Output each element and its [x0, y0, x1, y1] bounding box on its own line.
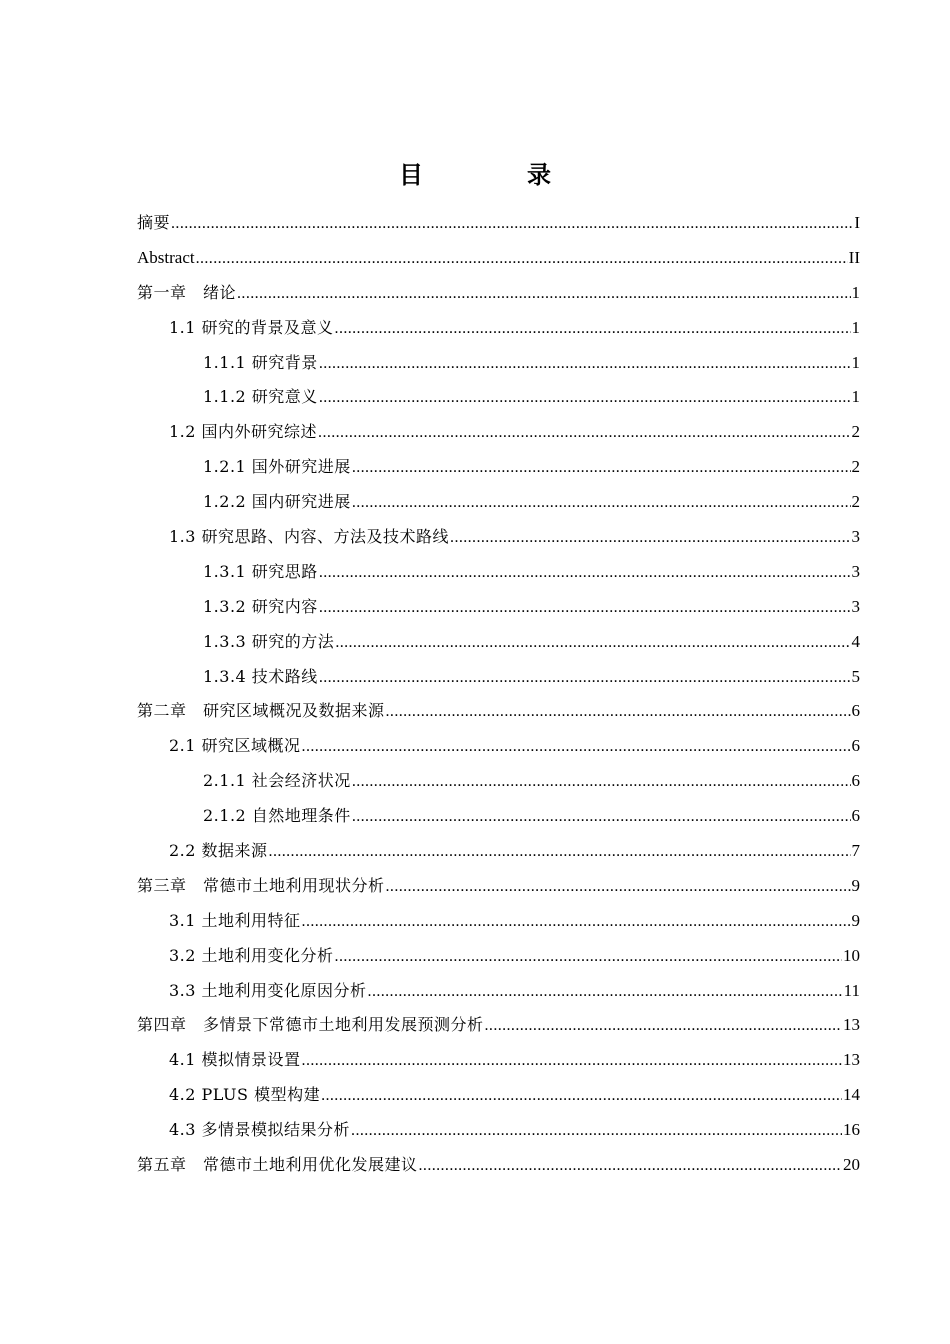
toc-entry-page: 6: [851, 736, 860, 756]
toc-entry[interactable]: [137, 415, 860, 450]
toc-entry-page: I: [854, 213, 860, 232]
toc-entry-label: 1.1.2 研究意义: [203, 387, 318, 407]
toc-entry[interactable]: [137, 694, 860, 729]
toc-entry-page: 9: [851, 875, 860, 895]
toc-entry-label: 1.1 研究的背景及意义: [169, 317, 334, 337]
toc-entry-page: 2: [851, 457, 860, 477]
toc-entry-label: 第二章 研究区域概况及数据来源: [137, 701, 385, 721]
toc-entry-label: 2.1.1 社会经济状况: [203, 771, 351, 791]
toc-entry-label: 摘要: [137, 213, 171, 232]
toc-leader: [319, 347, 851, 382]
toc-entry-label: 3.2 土地利用变化分析: [169, 945, 334, 965]
toc-entry[interactable]: [137, 660, 860, 695]
toc-leader: [485, 1009, 842, 1044]
toc-entry-page: 16: [843, 1120, 860, 1140]
toc-leader: [319, 661, 851, 696]
toc-entry[interactable]: [137, 590, 860, 625]
toc-entry[interactable]: [137, 1078, 860, 1113]
toc-entry-page: 10: [843, 945, 860, 965]
toc-entry-page: 14: [843, 1085, 860, 1105]
toc-entry-label: 3.1 土地利用特征: [169, 910, 301, 930]
toc-entry-label: 4.3 多情景模拟结果分析: [169, 1120, 351, 1140]
table-of-contents: [137, 206, 860, 1183]
toc-title: 目 录: [399, 161, 591, 189]
toc-leader: [368, 975, 843, 1010]
toc-leader: [319, 591, 851, 626]
toc-entry[interactable]: [137, 834, 860, 869]
toc-entry-label: 1.3 研究思路、内容、方法及技术路线: [169, 527, 450, 547]
toc-entry[interactable]: [137, 939, 860, 974]
toc-leader: [335, 626, 850, 661]
toc-entry-label: 3.3 土地利用变化原因分析: [169, 980, 367, 1000]
toc-entry[interactable]: [137, 1043, 860, 1078]
toc-entry-label: 第三章 常德市土地利用现状分析: [137, 875, 385, 895]
toc-leader: [171, 207, 853, 242]
toc-entry-page: 13: [843, 1050, 860, 1070]
toc-leader: [302, 1044, 842, 1079]
toc-entry[interactable]: [137, 625, 860, 660]
toc-leader: [319, 556, 851, 591]
toc-entry[interactable]: [137, 241, 860, 276]
toc-leader: [319, 381, 851, 416]
toc-leader: [386, 695, 851, 730]
toc-entry[interactable]: [137, 1113, 860, 1148]
toc-entry-label: 1.3.1 研究思路: [203, 561, 318, 581]
toc-leader: [335, 940, 842, 975]
toc-entry-label: 4.2 PLUS 模型构建: [169, 1085, 321, 1105]
toc-entry-label: 1.3.3 研究的方法: [203, 631, 335, 651]
toc-entry[interactable]: [137, 485, 860, 520]
toc-entry-label: 2.2 数据来源: [169, 841, 268, 861]
toc-entry-label: 1.2.1 国外研究进展: [203, 457, 351, 477]
toc-entry-page: 1: [851, 317, 860, 337]
toc-entry[interactable]: [137, 799, 860, 834]
toc-entry[interactable]: [137, 764, 860, 799]
toc-entry-page: 7: [851, 841, 860, 861]
toc-entry[interactable]: [137, 555, 860, 590]
toc-entry[interactable]: [137, 904, 860, 939]
toc-entry-page: 9: [851, 910, 860, 930]
toc-leader: [318, 416, 850, 451]
toc-entry[interactable]: [137, 206, 860, 241]
toc-entry-page: 4: [851, 631, 860, 651]
toc-entry-label: 第四章 多情景下常德市土地利用发展预测分析: [137, 1015, 484, 1035]
toc-entry[interactable]: [137, 520, 860, 555]
toc-entry-page: 3: [851, 561, 860, 581]
toc-leader: [302, 730, 851, 765]
toc-entry-label: 2.1 研究区域概况: [169, 736, 301, 756]
toc-entry-label: 2.1.2 自然地理条件: [203, 806, 351, 826]
toc-entry[interactable]: [137, 729, 860, 764]
toc-entry[interactable]: [137, 974, 860, 1009]
toc-entry-label: 第五章 常德市土地利用优化发展建议: [137, 1155, 418, 1175]
toc-entry-page: 5: [851, 666, 860, 686]
toc-leader: [321, 1079, 842, 1114]
toc-entry[interactable]: [137, 450, 860, 485]
toc-leader: [335, 312, 851, 347]
toc-entry-label: 1.3.2 研究内容: [203, 596, 318, 616]
toc-entry-label: Abstract: [137, 247, 195, 267]
toc-entry-label: 1.2.2 国内研究进展: [203, 492, 351, 512]
toc-entry-label: 1.3.4 技术路线: [203, 666, 318, 686]
toc-leader: [352, 800, 851, 835]
toc-leader: [419, 1149, 842, 1184]
toc-entry-page: 3: [851, 596, 860, 616]
toc-entry[interactable]: [137, 311, 860, 346]
toc-entry[interactable]: [137, 1008, 860, 1043]
toc-entry-page: 20: [843, 1155, 860, 1175]
toc-leader: [386, 870, 851, 905]
toc-leader: [352, 451, 851, 486]
toc-entry[interactable]: [137, 380, 860, 415]
toc-entry-label: 4.1 模拟情景设置: [169, 1050, 301, 1070]
toc-entry-page: 6: [851, 701, 860, 721]
toc-leader: [269, 835, 851, 870]
toc-entry-label: 第一章 绪论: [137, 282, 237, 302]
toc-entry[interactable]: [137, 1148, 860, 1183]
toc-entry-page: 1: [851, 352, 860, 372]
toc-entry-page: 13: [843, 1015, 860, 1035]
toc-entry-page: 11: [843, 980, 860, 1000]
toc-entry-page: 2: [851, 422, 860, 442]
toc-leader: [237, 277, 850, 312]
toc-entry-page: 2: [851, 492, 860, 512]
toc-leader: [352, 486, 851, 521]
toc-entry[interactable]: [137, 869, 860, 904]
toc-leader: [450, 521, 850, 556]
toc-entry-label: 1.2 国内外研究综述: [169, 422, 318, 442]
toc-leader: [351, 1114, 842, 1149]
toc-leader: [352, 765, 851, 800]
toc-entry-label: 1.1.1 研究背景: [203, 352, 318, 372]
toc-entry-page: 3: [851, 527, 860, 547]
toc-entry-page: II: [848, 247, 860, 267]
toc-entry-page: 1: [851, 387, 860, 407]
toc-entry[interactable]: [137, 276, 860, 311]
toc-entry-page: 6: [851, 771, 860, 791]
toc-entry-page: 1: [851, 282, 860, 302]
toc-leader: [196, 242, 848, 277]
toc-entry[interactable]: [137, 346, 860, 381]
toc-leader: [302, 905, 851, 940]
toc-entry-page: 6: [851, 806, 860, 826]
